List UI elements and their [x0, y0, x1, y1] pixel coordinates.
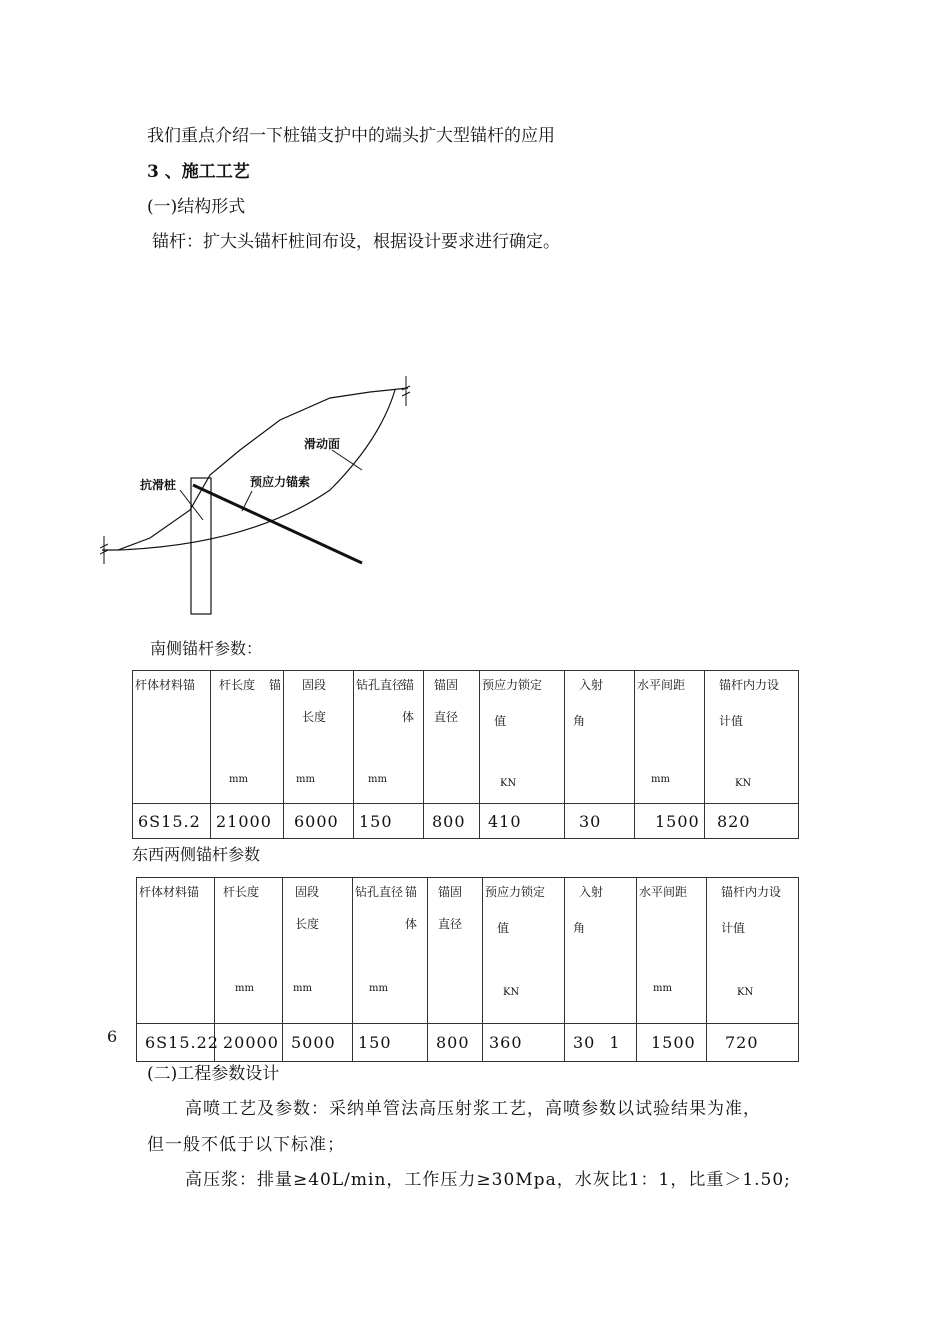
section-heading-3: 3 、施工工艺: [147, 162, 250, 182]
table-header-row: [137, 878, 799, 1024]
paragraph-2: 高压浆：排量≥40L/min，工作压力≥30Mpa，水灰比1：1，比重＞1.50;: [185, 1170, 791, 1190]
header-prestress: 预应力锁定 值 KN: [483, 878, 565, 1024]
anchor-diagram: [100, 370, 420, 620]
header-anchor-diameter: 锚固 直径: [424, 671, 480, 804]
prestressed-anchor-cable: [193, 485, 362, 563]
table-header-row: [133, 671, 799, 804]
table-row: 6S15.2 21000 6000 150 800 410 30 1500 820: [133, 804, 799, 839]
header-prestress: 预应力锁定 值 KN: [480, 671, 565, 804]
slide-surface: [118, 390, 395, 550]
header-anchor-length: 固段 长度 mm: [283, 878, 353, 1024]
header-design-force: 锚杆内力设 计值 KN: [705, 671, 799, 804]
header-anchor-diameter: 锚固 直径: [428, 878, 483, 1024]
leader-cable: [242, 491, 252, 511]
east-west-param-table: [136, 877, 799, 1062]
label-anti-slide-pile: 抗滑桩: [140, 478, 177, 492]
header-hole-diameter: 钻孔直径 锚 体 mm: [353, 878, 428, 1024]
east-west-table-title: 东西两侧锚杆参数: [132, 845, 261, 864]
subsection-heading-1: (一)结构形式: [147, 197, 246, 217]
subsection-heading-2: (二)工程参数设计: [147, 1064, 280, 1084]
header-length: 杆长度 mm: [215, 878, 283, 1024]
label-anchor-cable: 预应力锚索: [250, 475, 311, 489]
header-incidence-angle: 入射 角: [565, 671, 635, 804]
header-design-force: 锚杆内力设 计值 KN: [707, 878, 799, 1024]
paragraph-1-line-2: 但一般不低于以下标准；: [147, 1135, 345, 1155]
header-anchor-length: 固段 长度 mm: [284, 671, 354, 804]
slope-outline: [102, 388, 408, 550]
paragraph-1-line-1: 高喷工艺及参数：采纳单管法高压射浆工艺，高喷参数以试验结果为准，: [185, 1099, 761, 1119]
south-param-table: [132, 670, 799, 839]
intro-text: 我们重点介绍一下桩锚支护中的端头扩大型锚杆的应用: [147, 126, 555, 146]
header-hole-diameter: 钻孔直径 锚 体 mm: [354, 671, 424, 804]
header-material: 杆体材料锚: [133, 671, 211, 804]
anti-slide-pile: [191, 478, 211, 614]
header-horizontal-spacing: 水平间距 mm: [635, 671, 705, 804]
margin-number: 6: [107, 1027, 118, 1046]
table-row: 6S15.22 20000 5000 150 800 360 30 1 1500 720: [137, 1024, 799, 1062]
header-length: 杆长度 锚 mm: [211, 671, 284, 804]
header-material: 杆体材料锚: [137, 878, 215, 1024]
anchor-description: 锚杆：扩大头锚杆桩间布设，根据设计要求进行确定。: [152, 232, 560, 252]
header-horizontal-spacing: 水平间距 mm: [637, 878, 707, 1024]
south-table-title: 南侧锚杆参数：: [150, 639, 263, 658]
header-incidence-angle: 入射 角: [565, 878, 637, 1024]
label-slide-surface: 滑动面: [304, 437, 341, 451]
